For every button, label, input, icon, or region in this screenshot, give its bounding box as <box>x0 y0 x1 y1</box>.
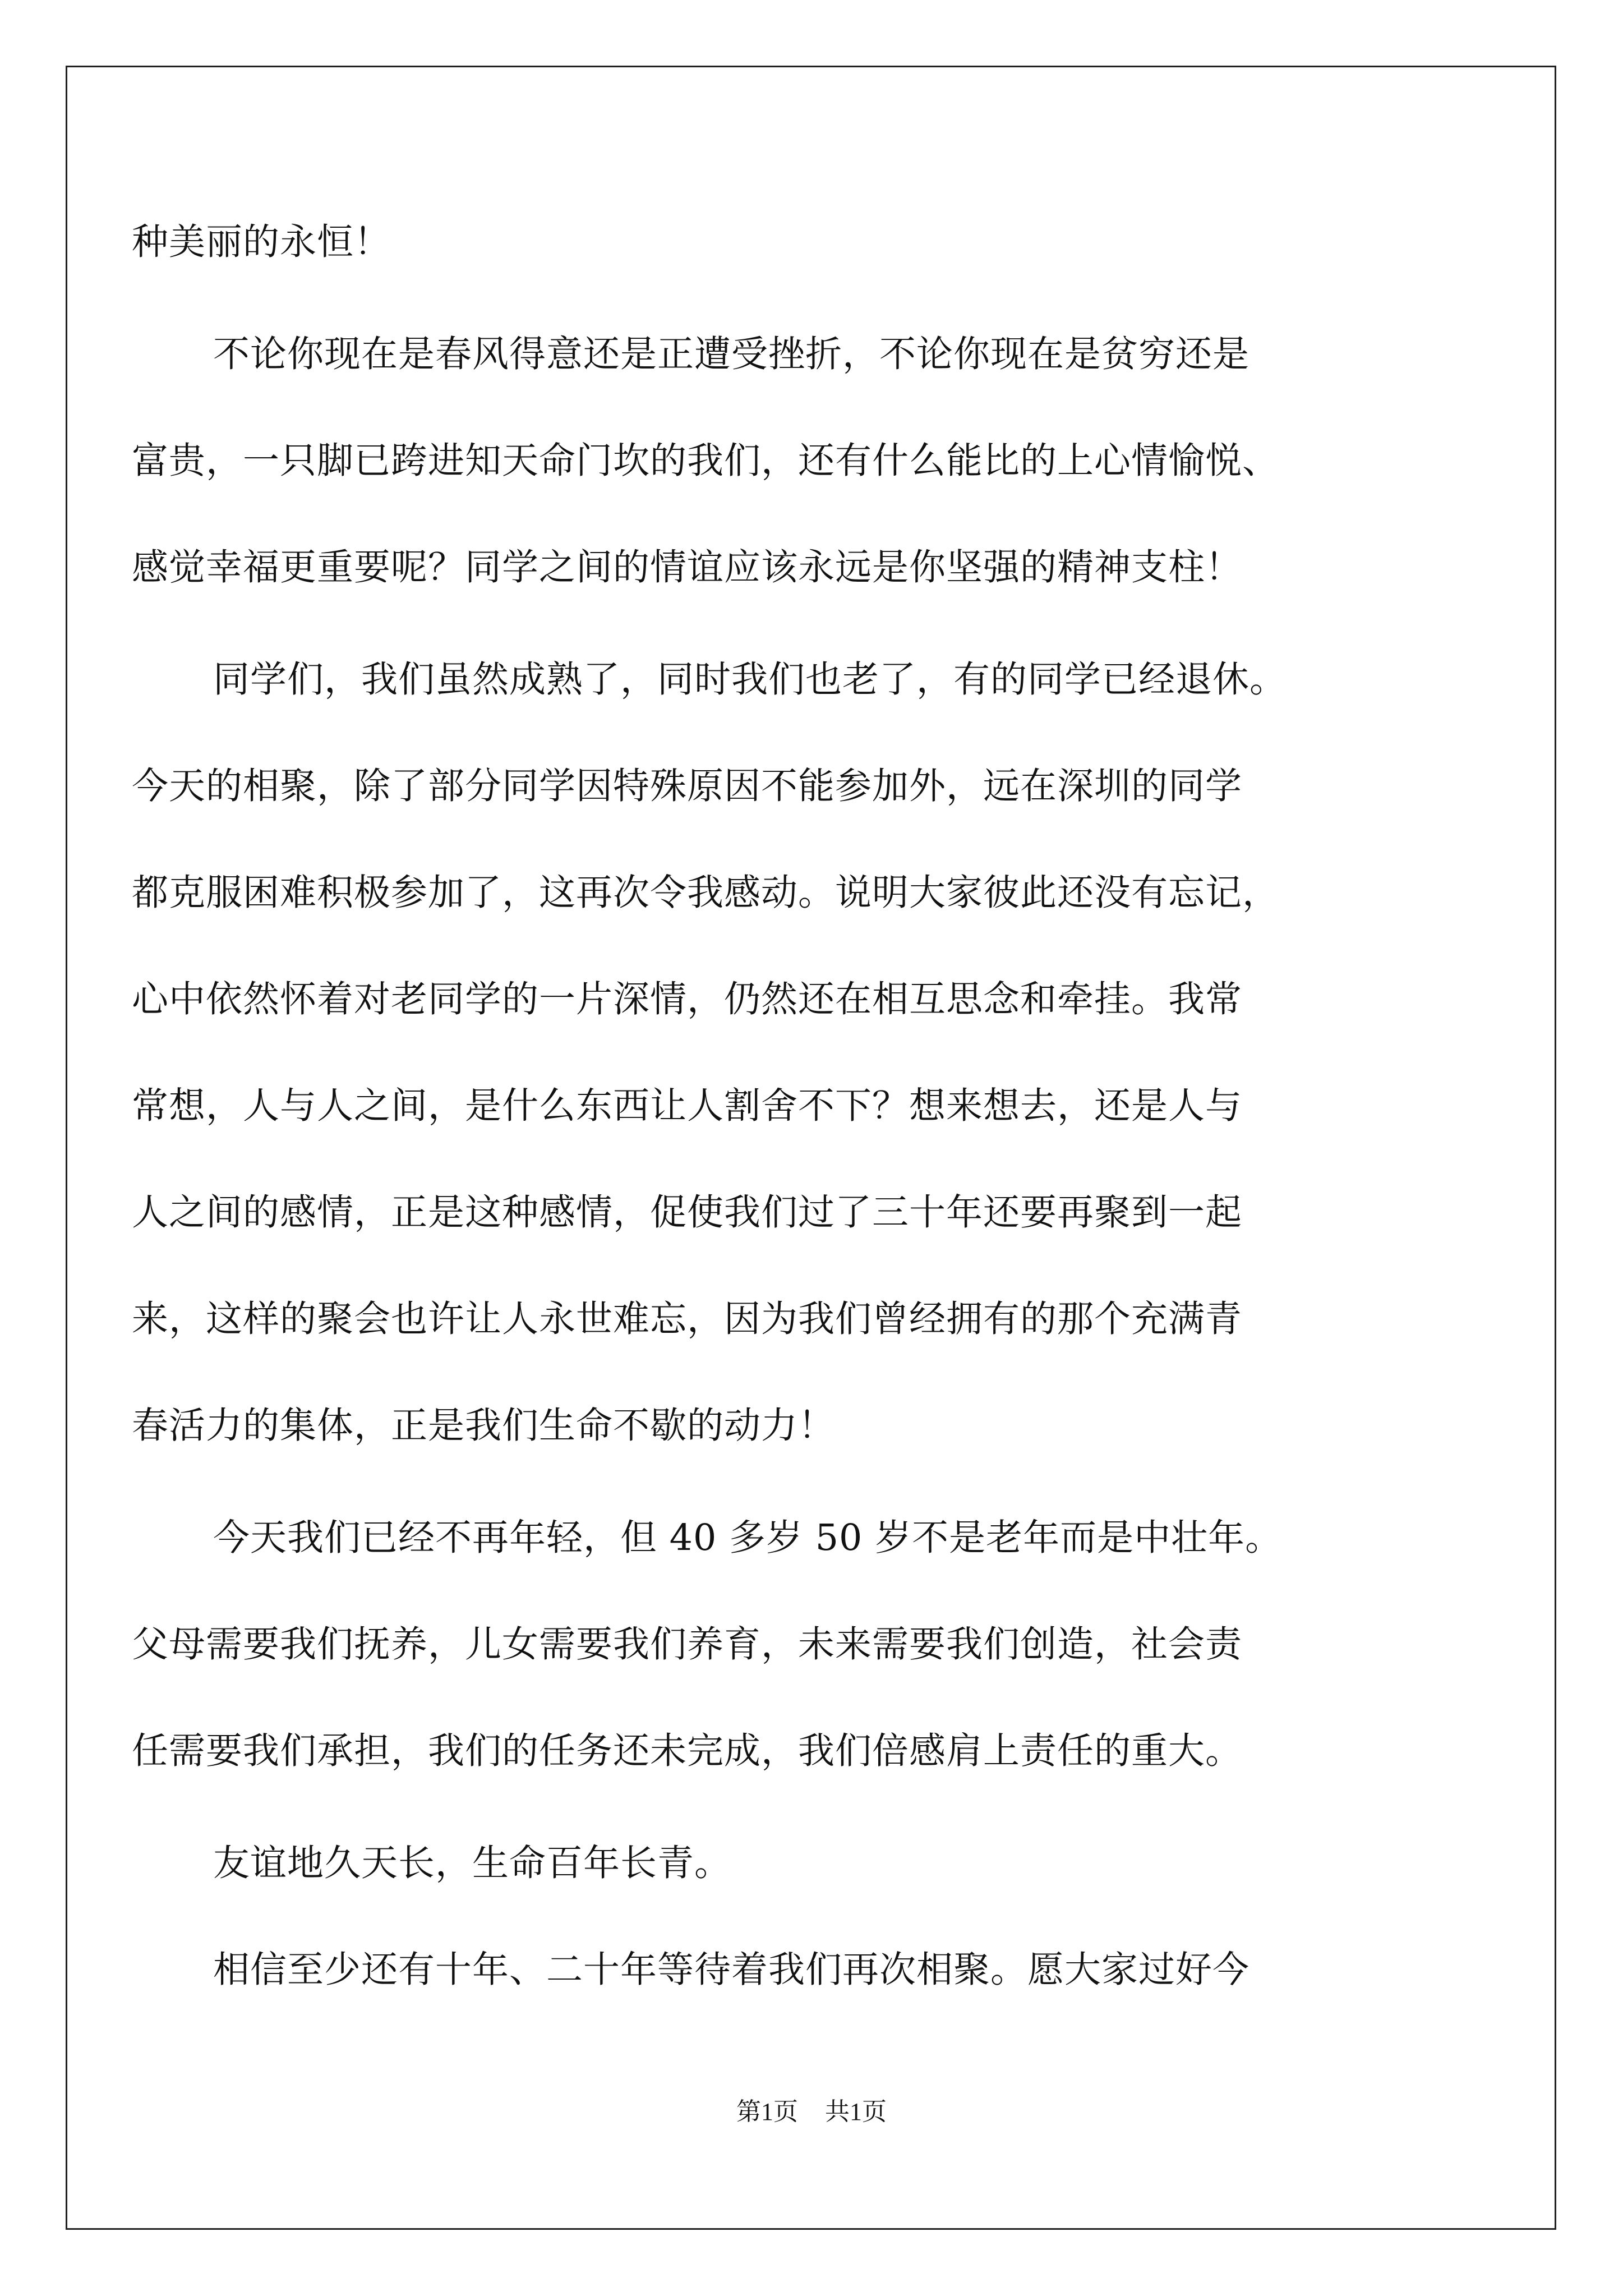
text-line: 人之间的感情，正是这种感情，促使我们过了三十年还要再聚到一起 <box>132 1191 1243 1234</box>
text-line: 都克服困难积极参加了，这再次令我感动。说明大家彼此还没有忘记， <box>132 872 1280 914</box>
text-line: 富贵，一只脚已跨进知天命门坎的我们，还有什么能比的上心情愉悦、 <box>132 440 1280 482</box>
paragraph-start-line: 同学们，我们虽然成熟了，同时我们也老了，有的同学已经退休。 <box>213 659 1287 701</box>
page-border <box>66 66 1556 2230</box>
page-footer <box>0 2096 1623 2128</box>
text-line: 今天的相聚，除了部分同学因特殊原因不能参加外，远在深圳的同学 <box>132 765 1243 807</box>
text-line: 父母需要我们抚养，儿女需要我们养育，未来需要我们创造，社会责 <box>132 1623 1243 1665</box>
paragraph-start-line: 今天我们已经不再年轻，但 40 多岁 50 岁不是老年而是中壮年。 <box>213 1517 1283 1559</box>
paragraph-start-line: 友谊地久天长，生命百年长青。 <box>213 1842 732 1884</box>
text-line: 种美丽的永恒！ <box>132 221 391 263</box>
text-line: 感觉幸福更重要呢？同学之间的情谊应该永远是你坚强的精神支柱！ <box>132 546 1243 588</box>
text-line: 心中依然怀着对老同学的一片深情，仍然还在相互思念和牵挂。我常 <box>132 978 1243 1020</box>
page-total: 共1页 <box>825 2098 887 2125</box>
text-line: 来，这样的聚会也许让人永世难忘，因为我们曾经拥有的那个充满青 <box>132 1298 1243 1340</box>
text-line: 春活力的集体，正是我们生命不歇的动力！ <box>132 1405 836 1447</box>
paragraph-start-line: 不论你现在是春风得意还是正遭受挫折，不论你现在是贫穷还是 <box>213 333 1250 375</box>
page-number: 第1页 <box>736 2098 798 2125</box>
text-line: 常想，人与人之间，是什么东西让人割舍不下？想来想去，还是人与 <box>132 1085 1243 1127</box>
text-line: 任需要我们承担，我们的任务还未完成，我们倍感肩上责任的重大。 <box>132 1730 1243 1772</box>
paragraph-start-line: 相信至少还有十年、二十年等待着我们再次相聚。愿大家过好今 <box>213 1949 1250 1991</box>
